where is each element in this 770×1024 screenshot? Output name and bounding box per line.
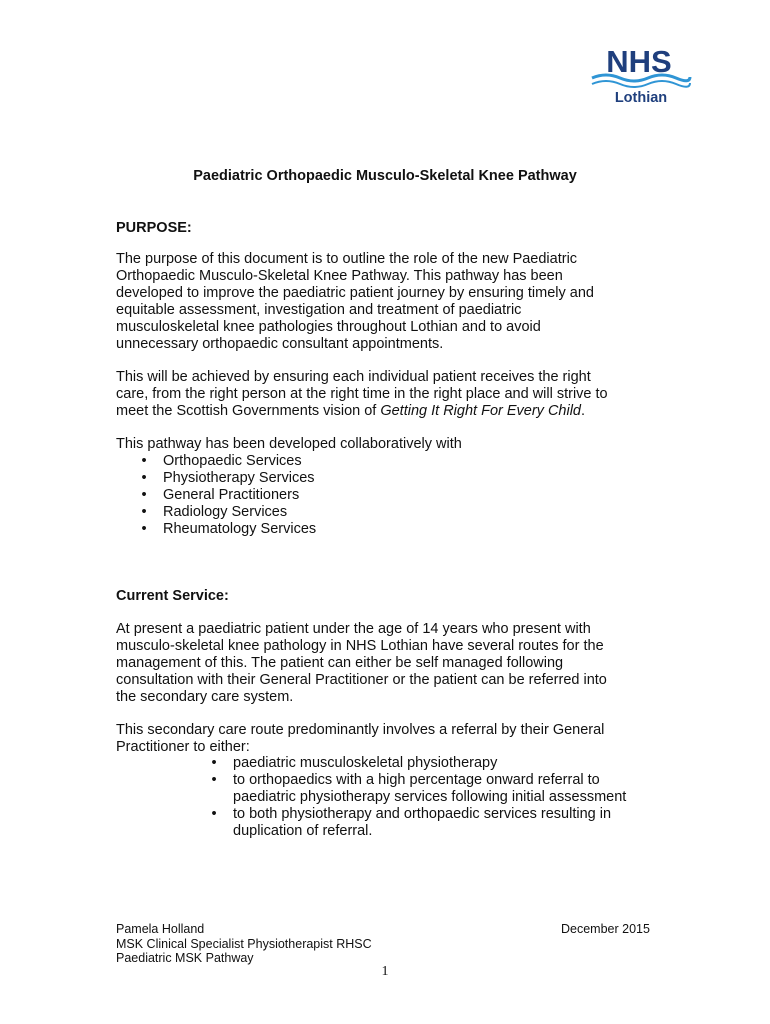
footer-document: Paediatric MSK Pathway xyxy=(116,951,254,965)
list-item xyxy=(211,755,673,772)
text-line: developed to improve the paediatric patient journey by ensuring timely and xyxy=(116,285,594,301)
text-run: . xyxy=(581,403,586,419)
text-line: care, from the right person at the right time in the right place and will strive to xyxy=(116,386,608,402)
text-line: musculo-skeletal knee pathology in NHS Lothian have several routes for the xyxy=(116,638,604,654)
footer-date: December 2015 xyxy=(561,922,650,936)
bullet-icon: • xyxy=(211,755,217,771)
text-line: At present a paediatric patient under the age of 14 years who present with xyxy=(116,621,591,637)
footer-author: Pamela Holland xyxy=(116,922,205,936)
list-item-label: paediatric physiotherapy services following initial assessment xyxy=(233,789,627,805)
current-service-paragraph-2 xyxy=(116,722,656,756)
nhs-lothian-logo xyxy=(586,44,692,134)
list-item xyxy=(211,772,673,806)
collaborator-list xyxy=(141,453,317,538)
bullet-icon: • xyxy=(141,470,147,486)
text-line: consultation with their General Practitioner or the patient can be referred into xyxy=(116,672,607,688)
bullet-icon: • xyxy=(211,806,217,822)
list-item xyxy=(141,521,317,538)
list-item xyxy=(141,504,316,521)
list-item-label: Radiology Services xyxy=(163,504,288,520)
page-number: 1 xyxy=(381,964,389,979)
list-item-label: Physiotherapy Services xyxy=(163,470,315,486)
girfec-emphasis: Getting It Right For Every Child xyxy=(380,403,582,419)
list-item-label: to orthopaedics with a high percentage onward referral to xyxy=(233,772,600,788)
text-line: musculoskeletal knee pathologies throughout Lothian and to avoid xyxy=(116,319,541,335)
text-line: The purpose of this document is to outline the role of the new Paediatric xyxy=(116,251,578,267)
list-item-label: to both physiotherapy and orthopaedic services resulting in xyxy=(233,806,612,822)
list-item-label: General Practitioners xyxy=(163,487,300,503)
purpose-heading: PURPOSE: xyxy=(116,220,192,236)
text-line: unnecessary orthopaedic consultant appointments. xyxy=(116,336,444,352)
list-item-label: duplication of referral. xyxy=(233,823,373,839)
text-line: management of this. The patient can either be self managed following xyxy=(116,655,564,671)
logo-lothian-text: Lothian xyxy=(614,90,668,106)
current-service-paragraph-1 xyxy=(116,621,656,706)
text-run: meet the Scottish Governments vision of xyxy=(116,403,381,419)
footer-author-block xyxy=(116,922,372,966)
text-line: Orthopaedic Musculo-Skeletal Knee Pathway. This pathway has been xyxy=(116,268,563,284)
list-item xyxy=(211,806,673,840)
list-item-label: Rheumatology Services xyxy=(163,521,317,537)
text-line: Practitioner to either: xyxy=(116,739,250,755)
text-line xyxy=(116,403,656,420)
list-item-label: paediatric musculoskeletal physiotherapy xyxy=(233,755,498,771)
list-item-label: Orthopaedic Services xyxy=(163,453,302,469)
text-line: This secondary care route predominantly involves a referral by their General xyxy=(116,722,605,738)
purpose-paragraph-2 xyxy=(116,369,656,420)
referral-route-list xyxy=(211,755,673,840)
list-item xyxy=(141,453,316,470)
bullet-icon: • xyxy=(211,772,217,788)
bullet-icon: • xyxy=(141,521,147,537)
list-item xyxy=(141,487,316,504)
text-line: the secondary care system. xyxy=(116,689,294,705)
text-line: This will be achieved by ensuring each individual patient receives the right xyxy=(116,369,591,385)
bullet-icon: • xyxy=(141,504,147,520)
footer-role: MSK Clinical Specialist Physiotherapist RHSC xyxy=(116,936,372,951)
logo-nhs-text: NHS xyxy=(606,44,672,79)
nhs-logo-graphic xyxy=(586,44,692,134)
current-service-heading: Current Service: xyxy=(116,588,229,604)
bullet-icon: • xyxy=(141,453,147,469)
purpose-paragraph-1 xyxy=(116,251,656,353)
list-item xyxy=(141,470,316,487)
document-title: Paediatric Orthopaedic Musculo-Skeletal Knee Pathway xyxy=(193,168,577,184)
text-line: equitable assessment, investigation and treatment of paediatric xyxy=(116,302,522,318)
bullet-icon: • xyxy=(141,487,147,503)
collaboration-intro: This pathway has been developed collaboratively with xyxy=(116,436,462,452)
